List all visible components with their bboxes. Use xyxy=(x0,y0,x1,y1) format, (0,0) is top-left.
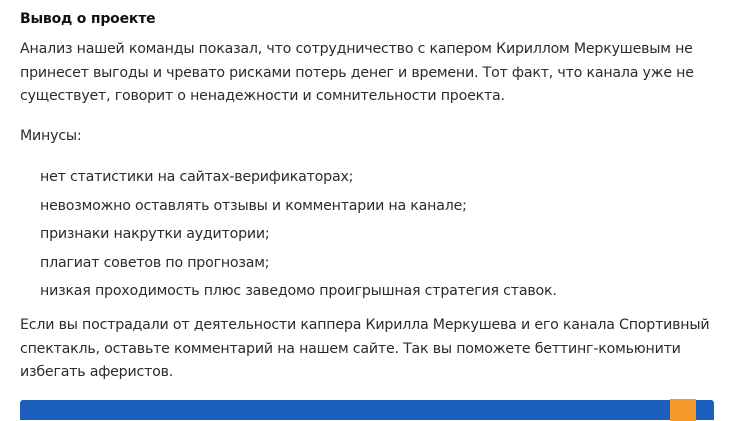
list-item: невозможно оставлять отзывы и комментарии на канале; xyxy=(40,197,467,214)
minus-label: Минусы: xyxy=(20,128,82,144)
minus-list xyxy=(40,163,557,306)
intro-paragraph: Анализ нашей команды показал, что сотрудничество с капером Кириллом Меркушевым не принесет выгоды и чревато рисками потерь денег и времени. Тот факт, что канала уже не существует, говорит о ненадежности и сомнительности проекта. xyxy=(20,41,694,105)
list-item: нет статистики на сайтах-верификаторах; xyxy=(40,169,354,185)
accent-tab[interactable] xyxy=(670,399,696,421)
comment-form-banner[interactable] xyxy=(20,400,714,420)
list-item: плагиат советов по прогнозам; xyxy=(40,254,270,271)
list-item: низкая проходимость плюс заведомо проигрышная стратегия ставок. xyxy=(40,283,557,300)
list-item: признаки накрутки аудитории; xyxy=(40,226,270,243)
outro-paragraph: Если вы пострадали от деятельности каппера Кирилла Меркушева и его канала Спортивный спектакль, оставьте комментарий на нашем сайте. Так вы поможете беттинг-комьюнити избегать аферистов. xyxy=(20,317,710,381)
section-title: Вывод о проекте xyxy=(20,11,156,27)
